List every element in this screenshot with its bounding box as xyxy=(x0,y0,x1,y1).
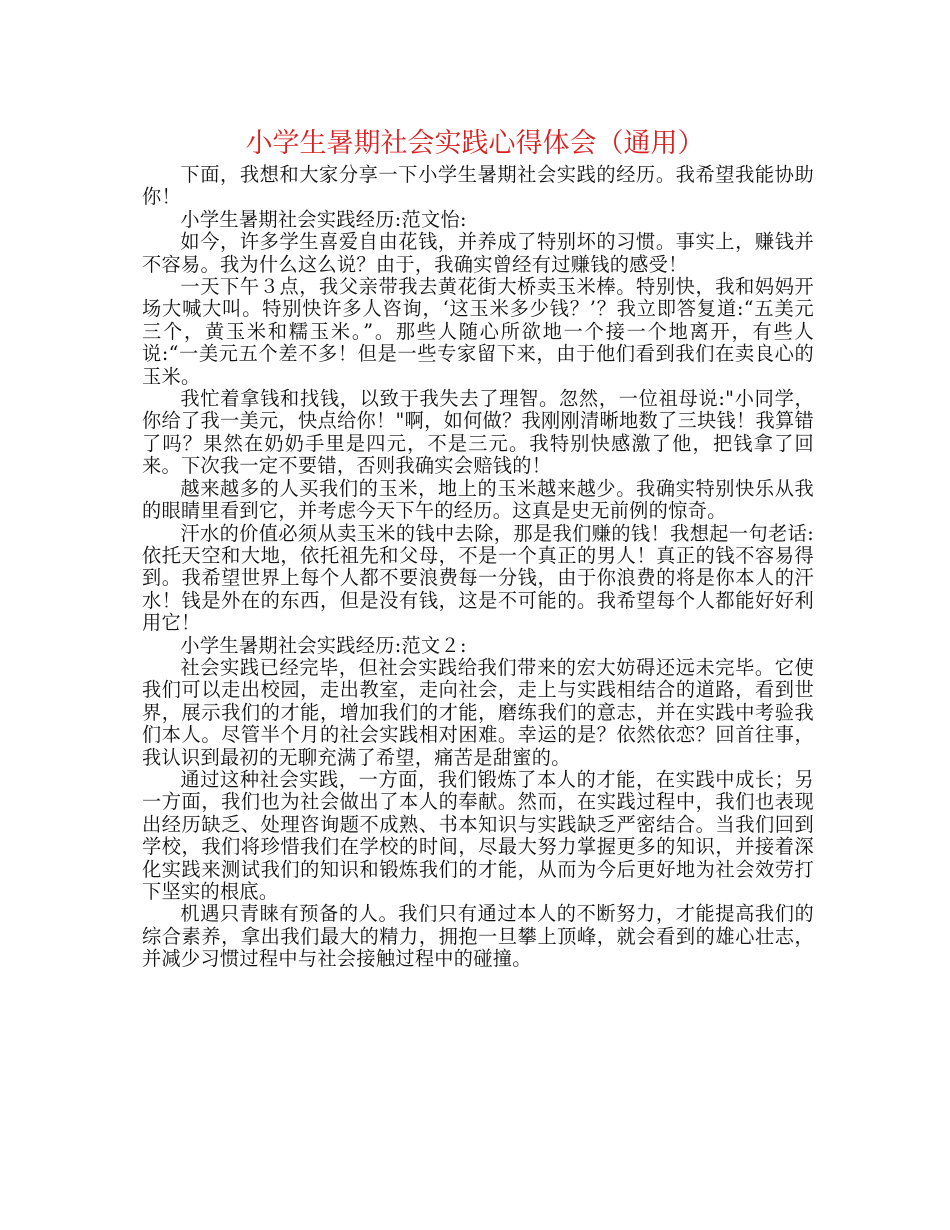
paragraph: 汗水的价值必须从卖玉米的钱中去除，那是我们赚的钱！我想起一句老话:依托天空和大地，依托祖先和父母，不是一个真正的男人！真正的钱不容易得到。我希望世界上每个人都不要浪费每一分钱，由于你浪费的将是你本人的汗水！钱是外在的东西，但是没有钱，这是不可能的。我希望每个人都能好好利用它！ xyxy=(142,521,814,635)
paragraph: 机遇只青睐有预备的人。我们只有通过本人的不断努力，才能提高我们的综合素养，拿出我们最大的精力，拥抱一旦攀上顶峰，就会看到的雄心壮志，并减少习惯过程中与社会接触过程中的碰撞。 xyxy=(142,902,814,971)
section-heading-1: 小学生暑期社会实践经历:范文怡: xyxy=(180,207,467,231)
paragraph-intro: 下面，我想和大家分享一下小学生暑期社会实践的经历。我希望我能协助你！ xyxy=(142,163,814,209)
paragraph: 一天下午３点，我父亲带我去黄花街大桥卖玉米棒。特别快，我和妈妈开场大喊大叫。特别快许多人咨询，‘这玉米多少钱？’？我立即答复道:“五美元三个，黄玉米和糯玉米。”。那些人随心所欲地一个接一个地离开，有些人说:“一美元五个差不多！但是一些专家留下来，由于他们看到我们在卖良心的玉米。 xyxy=(142,275,814,388)
section-heading-2: 小学生暑期社会实践经历:范文２: xyxy=(180,633,467,657)
paragraph: 通过这种社会实践，一方面，我们锻炼了本人的才能，在实践中成长；另一方面，我们也为社会做出了本人的奉献。然而，在实践过程中，我们也表现出经历缺乏、处理咨询题不成熟、书本知识与实践缺乏严密结合。当我们回到学校，我们将珍惜我们在学校的时间，尽最大努力掌握更多的知识，并接着深化实践来测试我们的知识和锻炼我们的才能，从而为今后更好地为社会效劳打下坚实的根底。 xyxy=(142,767,814,903)
document-body xyxy=(142,164,814,971)
paragraph: 社会实践已经完毕，但社会实践给我们带来的宏大妨碍还远未完毕。它使我们可以走出校园，走出教室，走向社会，走上与实践相结合的道路，看到世界，展示我们的才能，增加我们的才能，磨练我们的意志，并在实践中考验我们本人。尽管半个月的社会实践相对困难。幸运的是？依然依恋？回首往事，我认识到最初的无聊充满了希望，痛苦是甜蜜的。 xyxy=(142,655,814,769)
paragraph: 如今，许多学生喜爱自由花钱，并养成了特别坏的习惯。事实上，赚钱并不容易。我为什么这么说？由于，我确实曾经有过赚钱的感受！ xyxy=(142,230,814,276)
document-title: 小学生暑期社会实践心得体会（通用） xyxy=(245,128,705,159)
paragraph: 越来越多的人买我们的玉米，地上的玉米越来越少。我确实特别快乐从我的眼睛里看到它，并考虑今天下午的经历。这真是史无前例的惊奇。 xyxy=(142,476,814,523)
paragraph: 我忙着拿钱和找钱，以致于我失去了理智。忽然，一位祖母说:"小同学，你给了我一美元，快点给你！"啊，如何做？我刚刚清晰地数了三块钱！我算错了吗？果然在奶奶手里是四元，不是三元。我特别快感激了他，把钱拿了回来。下次我一定不要错，否则我确实会赔钱的！ xyxy=(142,387,814,478)
